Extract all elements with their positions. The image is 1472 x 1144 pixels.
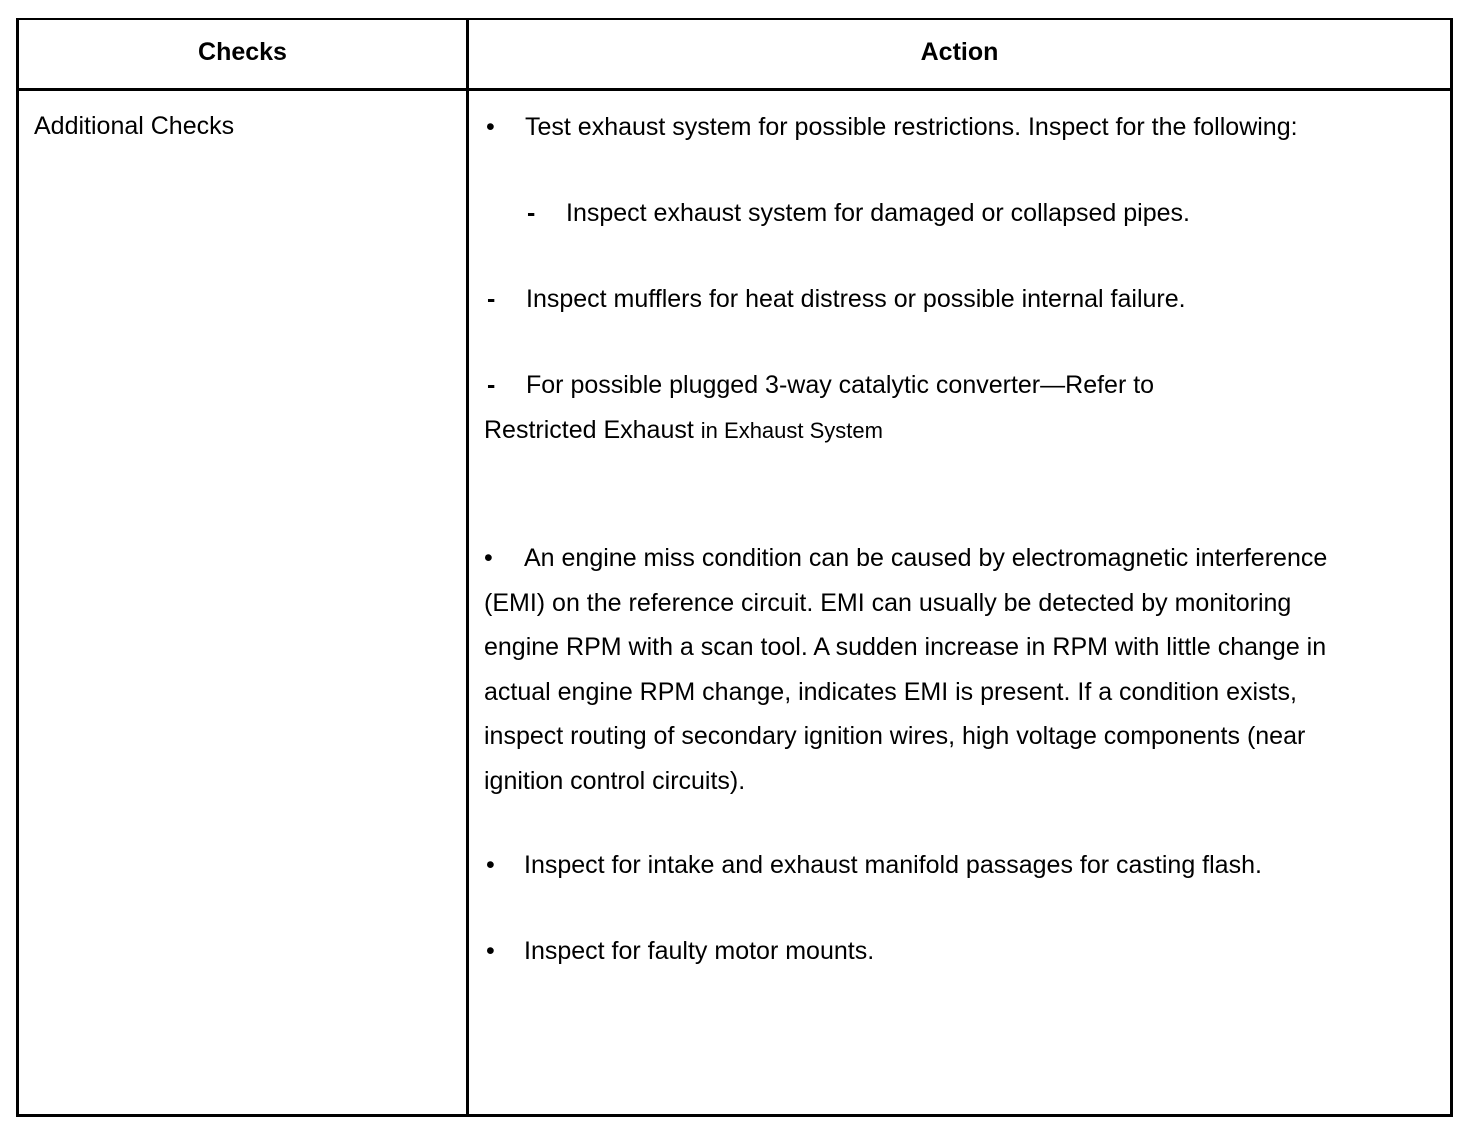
header-rule bbox=[16, 88, 1453, 91]
bullet-marker: • bbox=[486, 851, 495, 879]
action-subitem: Inspect mufflers for heat distress or possible internal failure. bbox=[526, 285, 1186, 313]
dash-marker: - bbox=[487, 285, 496, 313]
action-subitem: Inspect exhaust system for damaged or collapsed pipes. bbox=[566, 199, 1190, 227]
reference-line bbox=[484, 415, 883, 446]
dash-marker: - bbox=[487, 371, 496, 399]
bullet-marker: • bbox=[486, 937, 495, 965]
dash-marker: - bbox=[527, 199, 536, 227]
header-action: Action bbox=[920, 38, 999, 66]
bullet-marker: • bbox=[484, 544, 493, 572]
header-checks: Checks bbox=[198, 38, 287, 66]
paragraph-text: An engine miss condition can be caused by electromagnetic interference (EMI) on the reference circuit. EMI can usually be detected by monitoring engine RPM with a scan tool. A sudden increase in RPM with little change in actual engine RPM change, indicates EMI is present. If a condition exists, inspect routing of secondary ignition wires, high voltage components (near ignition control circuits). bbox=[484, 544, 1328, 795]
reference-location: in Exhaust System bbox=[700, 418, 883, 443]
action-paragraph bbox=[484, 536, 1364, 803]
reference-link[interactable]: Restricted Exhaust bbox=[484, 416, 694, 444]
action-item: Test exhaust system for possible restrictions. Inspect for the following: bbox=[525, 113, 1298, 141]
action-subitem: For possible plugged 3-way catalytic converter—Refer to bbox=[526, 371, 1155, 399]
action-item: Inspect for intake and exhaust manifold passages for casting flash. bbox=[524, 851, 1262, 879]
bullet-marker: • bbox=[486, 113, 495, 141]
column-divider bbox=[466, 18, 469, 1117]
check-name: Additional Checks bbox=[34, 112, 235, 140]
action-item: Inspect for faulty motor mounts. bbox=[524, 937, 875, 965]
